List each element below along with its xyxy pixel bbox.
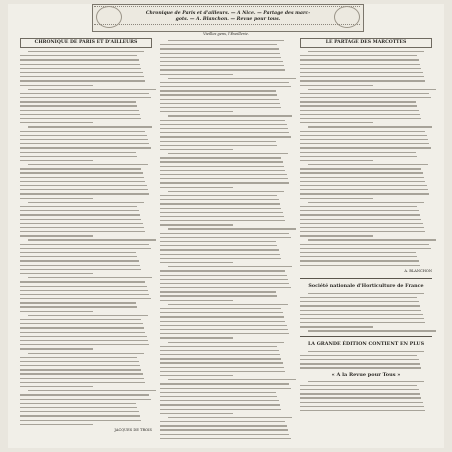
edition-title: LA GRANDE ÉDITION CONTIENT EN PLUS [307,340,425,347]
text-line [300,135,427,136]
table-of-contents [128,11,328,23]
text-line [20,59,139,60]
text-line [20,231,145,232]
text-line [308,293,424,294]
text-line [300,385,417,386]
text-line [160,362,283,363]
text-line [160,94,277,95]
text-line [160,187,233,188]
text-line [160,103,280,104]
text-line [20,269,141,270]
text-line [160,270,285,271]
text-line [160,48,279,49]
text-line [160,170,285,171]
right-vignette-icon [334,6,360,28]
text-line [160,388,291,389]
text-line [160,245,277,246]
column-1-header: CHRONIQUE DE PARIS ET D'AILLEURS [20,38,152,48]
text-line [160,90,276,91]
text-line [300,297,417,298]
text-line [168,40,284,41]
text-line [160,44,277,45]
text-line [308,381,424,382]
text-line [300,85,373,86]
text-line [300,193,429,194]
text-line [20,156,137,157]
text-line [300,172,423,173]
text-line [160,291,276,292]
text-line [160,128,288,129]
text-line [160,195,277,196]
text-line [300,363,420,364]
text-line [300,367,421,368]
text-line [20,172,143,173]
column-3-header: LE PARTAGE DES MARCOTTES [300,38,432,48]
text-line [160,220,285,221]
text-line [20,122,93,123]
text-line [20,110,139,111]
text-line [160,69,285,70]
text-line [160,337,233,338]
left-vignette-icon [96,6,122,28]
text-line [28,353,144,354]
text-line [20,206,137,207]
text-line [160,149,233,150]
text-line [20,189,148,190]
text-line [20,101,136,102]
text-line [300,252,416,253]
text-line [308,164,428,165]
text-line [20,357,137,358]
text-line [160,275,287,276]
text-line [300,147,431,148]
column-1-text [20,51,152,425]
divider [300,278,432,279]
text-line [300,55,417,56]
text-line [20,248,151,249]
column-1-signature: JACQUES DE TROIS [114,427,152,432]
text-line [300,231,425,232]
text-line [20,147,151,148]
text-line [168,78,296,79]
text-line [20,378,144,379]
text-line [160,262,233,263]
text-line [160,329,288,330]
column-2 [160,32,292,442]
text-line [300,206,417,207]
text-line [160,212,283,213]
text-line [28,51,144,52]
text-line [20,210,139,211]
text-line [20,311,93,312]
text-line [308,330,436,331]
text-line [160,371,285,372]
text-line [160,287,291,288]
text-line [300,143,429,144]
text-line [20,332,145,333]
text-line [20,93,149,94]
text-line [160,182,289,183]
text-line [300,168,421,169]
text-line [20,105,137,106]
text-line [300,101,416,102]
text-line [300,219,421,220]
text-line [160,333,289,334]
text-line [300,59,419,60]
text-line [20,260,139,261]
text-line [160,300,233,301]
text-line [160,325,287,326]
text-line [20,407,137,408]
text-line [20,424,93,425]
text-line [28,239,156,240]
text-line [160,316,284,317]
text-line [300,76,424,77]
text-line [20,143,149,144]
text-line [20,294,149,295]
text-line [160,224,233,225]
text-line [20,323,143,324]
text-line [300,322,425,323]
text-line [160,400,279,401]
text-line [28,126,152,127]
text-line [160,434,289,435]
text-line [160,241,276,242]
text-line [160,392,276,393]
text-line [300,110,419,111]
text-line [300,318,424,319]
text-line [20,235,93,236]
text-line [160,57,281,58]
text-line [160,208,281,209]
text-line [20,399,151,400]
text-line [28,89,156,90]
text-line [160,425,287,426]
text-line [300,80,425,81]
text-line [160,157,281,158]
text-line [20,290,148,291]
column-3 [300,34,432,414]
toc-line-2: gots. — A. Blanchon. — Revue pour tous. [175,17,281,22]
text-line [300,227,424,228]
text-line [300,198,373,199]
text-line [300,359,419,360]
text-line [300,72,423,73]
text-line [160,120,285,121]
text-line [20,227,144,228]
text-line [20,168,141,169]
text-line [160,312,283,313]
society-text [300,293,432,332]
text-line [300,389,419,390]
text-line [168,342,284,343]
text-line [300,131,425,132]
text-line [20,344,149,345]
text-line [20,55,137,56]
text-line [20,265,140,266]
text-line [20,386,93,387]
text-line [20,252,136,253]
text-line [20,411,139,412]
text-line [160,404,280,405]
text-line [20,64,140,65]
edition-text [300,351,432,369]
text-line [20,369,141,370]
text-line [308,239,436,240]
text-line [20,72,143,73]
text-line [300,402,423,403]
text-line [160,65,284,66]
text-line [160,136,291,137]
text-line [160,429,288,430]
text-line [20,403,136,404]
text-line [168,115,292,116]
text-line [20,152,136,153]
text-line [308,202,424,203]
text-line [20,68,141,69]
text-line [300,105,417,106]
text-line [300,235,373,236]
text-line [300,248,431,249]
text-line [160,203,280,204]
text-line [160,367,284,368]
text-line [20,273,93,274]
text-line [300,93,429,94]
text-line [160,111,233,112]
text-line [160,216,284,217]
text-line [300,181,425,182]
text-line [20,85,93,86]
text-line [160,161,283,162]
text-line [20,327,144,328]
text-line [160,283,289,284]
text-line [160,141,276,142]
text-line [300,310,421,311]
text-line [300,139,428,140]
text-line [20,198,93,199]
text-line [168,228,296,229]
text-line [300,406,424,407]
text-line [300,397,421,398]
page [8,4,444,448]
text-line [20,223,143,224]
text-line [20,114,140,115]
text-line [168,304,288,305]
text-line [20,76,144,77]
text-line [160,321,285,322]
text-line [308,51,424,52]
footer-text [300,381,432,412]
text-line [300,305,420,306]
text-line [160,383,289,384]
text-line [300,152,416,153]
text-line [20,80,145,81]
text-line [160,145,277,146]
text-line [160,358,281,359]
text-line [20,420,141,421]
text-line [160,308,281,309]
text-line [20,135,147,136]
column-2-section: Vieilles gens, l'Éveillerie. [203,32,249,36]
text-line [160,82,289,83]
text-line [160,254,280,255]
text-line [20,319,141,320]
text-line [160,279,288,280]
text-line [160,199,279,200]
text-line [160,124,287,125]
text-line [300,122,373,123]
text-line [300,160,373,161]
text-line [20,118,141,119]
text-line [168,191,284,192]
text-line [20,394,149,395]
divider-2 [300,336,432,337]
text-line [20,306,137,307]
text-line [308,351,424,352]
text-line [160,354,280,355]
text-line [300,355,417,356]
text-line [160,178,288,179]
text-line [20,415,140,416]
text-line [28,202,144,203]
text-line [160,346,277,347]
text-line [300,185,427,186]
text-line [20,185,147,186]
text-line [160,99,279,100]
column-2-text [160,40,292,439]
text-line [20,336,147,337]
text-line [160,375,233,376]
text-line [20,160,93,161]
text-line [300,314,423,315]
text-line [160,413,233,414]
text-line [160,237,291,238]
text-line [20,219,141,220]
column-1 [20,34,152,437]
text-line [300,210,419,211]
text-line [160,258,281,259]
text-line [300,64,420,65]
text-line [20,244,149,245]
text-line [28,164,148,165]
text-line [160,421,285,422]
text-line [160,396,277,397]
text-line [168,153,288,154]
text-line [28,277,152,278]
text-line [160,249,279,250]
text-line [20,302,136,303]
text-line [20,281,145,282]
text-line [300,189,428,190]
text-line [168,417,292,418]
text-line [300,114,420,115]
text-line [300,393,420,394]
text-line [300,260,419,261]
text-line [300,214,420,215]
text-line [28,390,156,391]
text-line [20,382,145,383]
text-line [300,301,419,302]
text-line [300,244,429,245]
text-line [20,365,140,366]
text-line [300,177,424,178]
text-line [160,61,283,62]
text-line [300,118,421,119]
text-line [160,350,279,351]
text-line [160,233,289,234]
text-line [20,373,143,374]
text-line [20,256,137,257]
text-line [20,348,93,349]
text-line [20,340,148,341]
text-line [300,156,417,157]
text-line [20,177,144,178]
text-line [20,181,145,182]
text-line [20,214,140,215]
text-line [308,126,432,127]
masthead-ornament-bottom [94,24,360,31]
text-line [160,107,281,108]
text-line [300,97,431,98]
text-line [20,193,149,194]
text-line [160,295,277,296]
toc-line-1: Chronique de Paris et d'ailleurs. — A Nice. — Partage des marc- [145,11,311,16]
column-3-signature: A. BLANCHON [404,268,432,273]
text-line [160,53,280,54]
text-line [160,86,291,87]
text-line [28,315,148,316]
text-line [160,409,281,410]
text-line [160,132,289,133]
society-title: Société nationale d'Horticulture de France [308,282,424,289]
text-line [160,438,291,439]
text-line [160,174,287,175]
text-line [300,265,420,266]
revue-pour-tous: « A la Revue pour Tous » [331,371,401,378]
text-line [300,326,373,327]
text-line [300,410,425,411]
text-line [300,223,423,224]
text-line [20,361,139,362]
text-line [20,97,151,98]
text-line [20,139,148,140]
column-3-text [300,51,432,266]
text-line [20,298,151,299]
text-line [20,286,147,287]
text-line [160,74,233,75]
text-line [300,256,417,257]
text-line [300,68,421,69]
text-line [20,131,145,132]
text-line [308,89,436,90]
text-line [160,166,284,167]
text-line [168,379,296,380]
text-line [168,266,292,267]
